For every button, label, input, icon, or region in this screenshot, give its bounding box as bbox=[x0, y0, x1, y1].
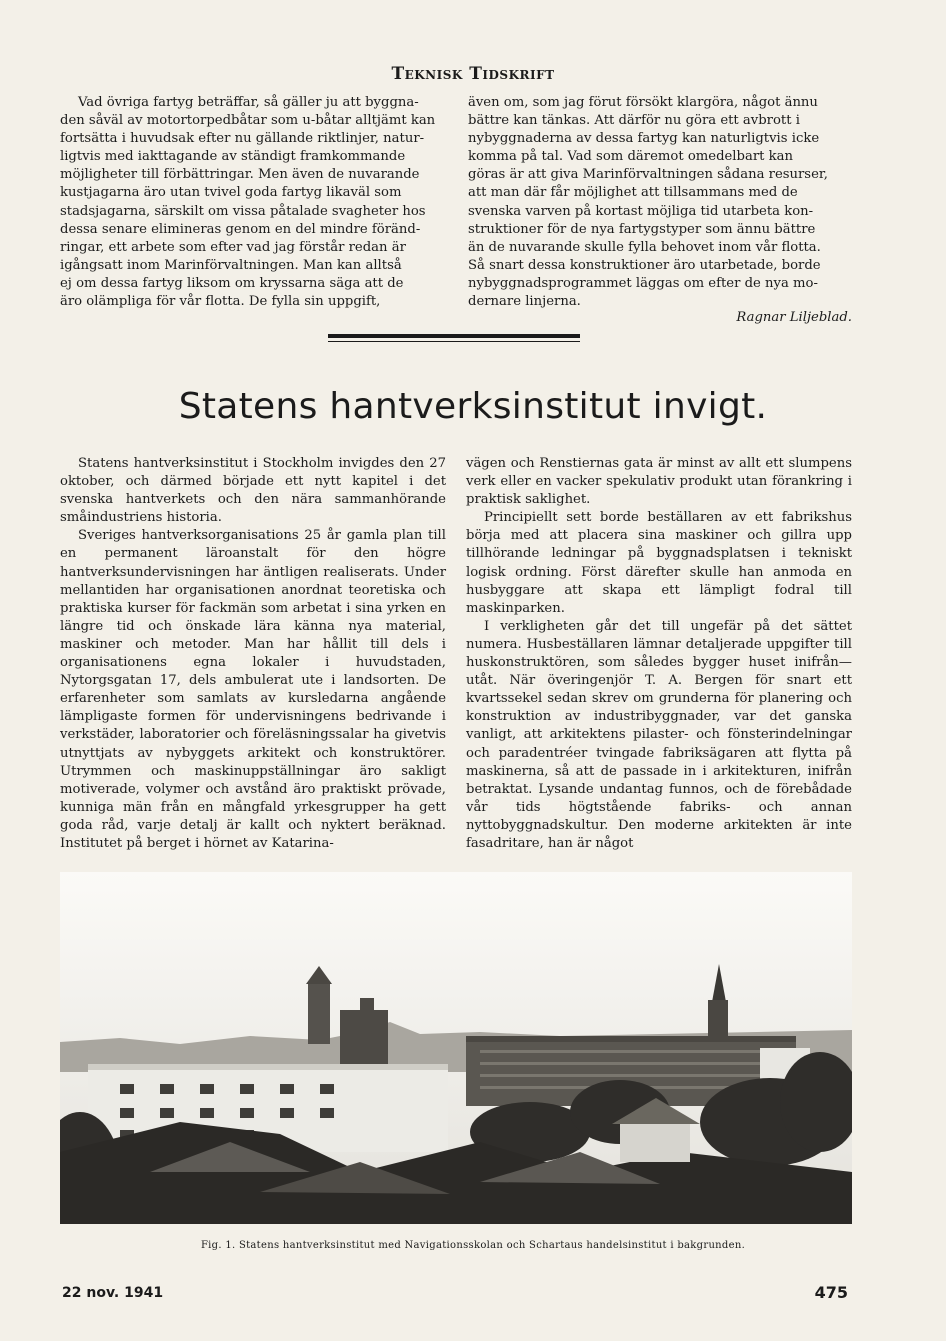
prev-article-right-column bbox=[468, 94, 856, 327]
page-number: 475 bbox=[814, 1283, 848, 1302]
prev-article-line: att man där får möjlighet att tillsammans med de bbox=[468, 185, 798, 201]
running-head: Teknisk Tidskrift bbox=[391, 64, 555, 84]
prev-article-line: stadsjagarna, särskilt om vissa påtalade svagheter hos bbox=[60, 203, 426, 219]
divider-thin-rule bbox=[328, 341, 580, 342]
prev-article-line: igångsatt inom Marinförvaltningen. Man kan alltså bbox=[60, 257, 402, 273]
author-signature: Ragnar Liljeblad. bbox=[736, 310, 852, 326]
prev-article-line: ligtvis med iakttagande av ständigt framkommande bbox=[60, 149, 406, 165]
prev-article-line: ej om dessa fartyg liksom om kryssarna säga att de bbox=[60, 275, 404, 291]
prev-article-line: äro olämpliga för vår flotta. De fylla sin uppgift, bbox=[60, 294, 381, 310]
article-headline: Statens hantverksinstitut invigt. bbox=[178, 386, 768, 427]
prev-article-line: komma på tal. Vad som däremot omedelbart kan bbox=[468, 149, 793, 165]
building-photo-illustration bbox=[60, 872, 852, 1224]
figure-photo bbox=[60, 872, 852, 1224]
prev-article-left-column bbox=[60, 94, 448, 311]
prev-article-line: än de nuvarande skulle fylla behovet inom vår flotta. bbox=[468, 239, 821, 255]
prev-article-line: dessa senare elimineras genom en del mindre föränd- bbox=[60, 221, 421, 237]
prev-article-line: ringar, ett arbete som efter vad jag förstår redan är bbox=[60, 239, 406, 255]
prev-article-line: fortsätta i huvudsak efter nu gällande riktlinjer, natur- bbox=[60, 131, 425, 147]
article-paragraph: I verkligheten går det till ungefär på det sättet numera. Husbeställaren lämnar detaljerade uppgifter till huskonstruktören, som således bygger huset inifrån—utåt. När överingenjör T. A. Bergen för snart ett kvartssekel sedan skrev om grunderna för planering och konstruktion av industribyggnader, var det ganska vanligt, att arkitektens pilaster- och fönsterindelningar och paradentréer tvingade fabriksägaren att flytta på maskinerna, så att de passade in i arkitekturen, inifrån betraktat. Lysande undantag funnos, och de förebådade vår tids högtstående fabriks- och annan nyttobyggnadskultur. Den moderne arkitekten är inte fasadritare, han är något bbox=[466, 618, 852, 851]
prev-article-line: svenska varven på kortast möjliga tid utarbeta kon- bbox=[468, 203, 814, 219]
prev-article-line: dernare linjerna. bbox=[468, 294, 581, 310]
prev-article-line: göras är att giva Marinförvaltningen sådana resurser, bbox=[468, 167, 828, 183]
article-paragraph: Sveriges hantverksorganisations 25 år gamla plan till en permanent läroanstalt för den högre hantverksundervisningen har äntligen realiserats. Under mellantiden har organisationen anordnat teoretiska och praktiska kurser för fackmän som arbetat i sina yrken en längre tid och önskade lära känna nya material, maskiner och metoder. Man har hållit till dels i organisationens egna lokaler i huvudstaden, Nytorgsgatan 17, dels ambulerat ute i landsorten. De erfarenheter som samlats av kursledarna angående lämpligaste formen för undervisningens bedrivande i verkstäder, laboratorier och föreläsningssalar ha givetvis utnyttjats av nybyggets arkitekt och konstruktörer. Utrymmen och maskinuppställningar äro sakligt motiverade, volymer och avstånd äro praktiskt prövade, kunniga män från en mångfald yrkesgrupper ha gett goda råd, varje detalj är kallt och nyktert beräknad. Institutet på berget i hörnet av Katarina- bbox=[60, 528, 446, 851]
footer-date: 22 nov. 1941 bbox=[62, 1285, 164, 1301]
prev-article-line: bättre kan tänkas. Att därför nu göra ett avbrott i bbox=[468, 113, 800, 129]
prev-article-line: möjligheter till förbättringar. Men även de nuvarande bbox=[60, 167, 420, 183]
prev-article-line: nybyggnaderna av dessa fartyg kan naturligtvis icke bbox=[468, 131, 820, 147]
figure-caption: Fig. 1. Statens hantverksinstitut med Navigationsskolan och Schartaus handelsinstitut i bakgrunden. bbox=[200, 1240, 746, 1251]
article-paragraph: Statens hantverksinstitut i Stockholm invigdes den 27 oktober, och därmed började ett nytt kapitel i det svenska hantverkets och den nära sammanhörande småindustriens historia. bbox=[60, 456, 446, 526]
article-left-column bbox=[60, 455, 446, 853]
prev-article-line: nybyggnadsprogrammet läggas om efter de nya mo- bbox=[468, 275, 818, 291]
section-divider bbox=[328, 334, 580, 342]
prev-article-line: den såväl av motortorpedbåtar som u-båtar alltjämt kan bbox=[60, 113, 436, 129]
prev-article-line: kustjagarna äro utan tvivel goda fartyg likaväl som bbox=[60, 185, 402, 201]
prev-article-line: även om, som jag förut försökt klargöra, något ännu bbox=[468, 95, 818, 110]
article-paragraph: vägen och Renstiernas gata är minst av allt ett slumpens verk eller en vacker spekulativ produkt utan förankring i praktisk saklighet. bbox=[466, 456, 852, 508]
prev-article-line: Så snart dessa konstruktioner äro utarbetade, borde bbox=[468, 257, 821, 273]
prev-article-line: struktioner för de nya fartygstyper som ännu bättre bbox=[468, 221, 816, 237]
article-paragraph: Principiellt sett borde beställaren av ett fabrikshus börja med att placera sina maskiner och gillra upp tillhörande ledningar på byggnadsplatsen i tekniskt logisk ordning. Först därefter skulle han anmoda en husbyggare att skapa ett lämpligt fodral till maskinparken. bbox=[466, 510, 852, 616]
article-right-column bbox=[466, 455, 852, 853]
divider-thick-rule bbox=[328, 334, 580, 338]
prev-article-line: Vad övriga fartyg beträffar, så gäller ju att byggna- bbox=[78, 95, 419, 110]
